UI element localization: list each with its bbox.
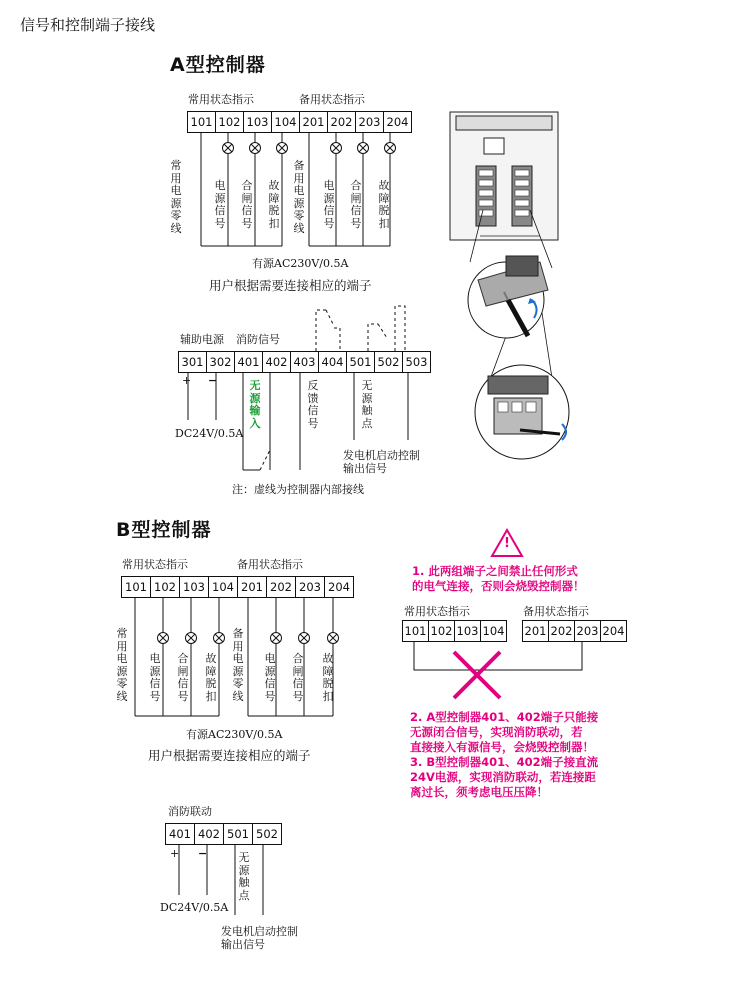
page-title: 信号和控制端子接线 — [20, 16, 156, 34]
warn-group-normal-label: 常用状态指示 — [404, 605, 470, 618]
terminal-101: 101 — [122, 577, 151, 597]
warning-2-line1: 2. A型控制器401、402端子只能接 — [410, 710, 599, 724]
a-source-note: 有源AC230V/0.5A — [252, 257, 349, 270]
terminal-302: 302 — [207, 352, 235, 372]
lamp-icon — [250, 143, 261, 154]
a-label-normal-power: 电源信号 — [214, 179, 226, 230]
a-label-normal-trip: 故障脱扣 — [268, 179, 280, 230]
b-fire-link-label: 消防联动 — [168, 805, 212, 818]
forbidden-cross-icon — [454, 652, 500, 698]
a-gen-output-label: 输出信号 — [343, 462, 387, 475]
a-label-backup-close: 合闸信号 — [350, 179, 362, 230]
b-source-note: 有源AC230V/0.5A — [186, 728, 283, 741]
lamp-icon — [271, 633, 282, 644]
a-feedback-label: 反馈信号 — [307, 379, 319, 430]
a-label-backup-trip: 故障脱扣 — [378, 179, 390, 230]
b-minus-sign: − — [198, 847, 208, 860]
terminal-301: 301 — [179, 352, 207, 372]
a-fire-signal-label: 消防信号 — [236, 333, 280, 346]
warning-2-line3: 直接接入有源信号，会烧毁控制器！ — [410, 740, 594, 754]
lamp-icon — [358, 143, 369, 154]
b-group-backup-label: 备用状态指示 — [237, 558, 303, 571]
a-dry-contact-label: 无源触点 — [361, 379, 373, 430]
terminal-104: 104 — [482, 624, 505, 638]
a-dc-note: DC24V/0.5A — [175, 427, 244, 440]
warning-3-line3: 离过长，须考虑电压压降！ — [410, 785, 548, 799]
terminal-101: 101 — [403, 621, 429, 641]
a-label-normal-neutral: 常用电源零线 — [170, 159, 182, 235]
terminal-502: 502 — [375, 352, 403, 372]
terminal-401: 401 — [166, 824, 195, 844]
a-group-normal-label: 常用状态指示 — [188, 93, 254, 106]
lamp-icon — [328, 633, 339, 644]
b-label-normal-power: 电源信号 — [149, 652, 161, 703]
terminal-201: 201 — [523, 621, 549, 641]
terminal-402: 402 — [195, 824, 224, 844]
terminal-402: 402 — [263, 352, 291, 372]
a-type-title: A型控制器 — [170, 54, 266, 76]
a-minus-sign: − — [208, 374, 218, 387]
terminal-103: 103 — [455, 621, 481, 641]
b-plus-sign: + — [170, 847, 180, 860]
lamp-icon — [186, 633, 197, 644]
a-plus-sign: + — [182, 374, 192, 387]
a-aux-power-label: 辅助电源 — [180, 333, 224, 346]
b-label-normal-trip: 故障脱扣 — [205, 652, 217, 703]
a-dashed-note: 注：虚线为控制器内部接线 — [232, 483, 364, 496]
terminal-104: 104 — [272, 112, 300, 132]
a-gen-start-label: 发电机启动控制 — [343, 449, 420, 462]
terminal-401: 401 — [235, 352, 263, 372]
b-label-normal-neutral: 常用电源零线 — [116, 627, 128, 703]
terminal-201: 201 — [300, 112, 328, 132]
b-gen-output-label: 输出信号 — [221, 938, 265, 951]
warn-group-backup-label: 备用状态指示 — [523, 605, 589, 618]
terminal-201: 201 — [238, 577, 267, 597]
b-label-backup-power: 电源信号 — [264, 652, 276, 703]
terminal-102: 102 — [429, 621, 455, 641]
terminal-204: 204 — [386, 115, 409, 129]
b-connect-note: 用户根据需要连接相应的端子 — [148, 748, 311, 763]
terminal-502: 502 — [256, 827, 278, 841]
b-label-backup-neutral: 备用电源零线 — [232, 627, 244, 703]
warning-1-line1: 1. 此两组端子之间禁止任何形式 — [412, 564, 578, 578]
b-dry-contact-label: 无源触点 — [238, 851, 250, 902]
terminal-103: 103 — [180, 577, 209, 597]
lamp-icon — [331, 143, 342, 154]
b-label-normal-close: 合闸信号 — [177, 652, 189, 703]
terminal-403: 403 — [291, 352, 319, 372]
a-group-backup-label: 备用状态指示 — [299, 93, 365, 106]
b-dc-note: DC24V/0.5A — [160, 901, 229, 914]
terminal-102: 102 — [216, 112, 244, 132]
terminal-503: 503 — [405, 355, 428, 369]
terminal-202: 202 — [549, 621, 575, 641]
terminal-203: 203 — [296, 577, 325, 597]
warning-3-line1: 3. B型控制器401、402端子接直流 — [410, 755, 599, 769]
lamp-icon — [277, 143, 288, 154]
terminal-501: 501 — [224, 824, 253, 844]
terminal-404: 404 — [319, 352, 347, 372]
b-gen-start-label: 发电机启动控制 — [221, 925, 298, 938]
warning-exclamation: ! — [504, 536, 510, 551]
lamp-icon — [299, 633, 310, 644]
screwdriver-detail-illustration — [468, 256, 548, 338]
terminal-202: 202 — [267, 577, 296, 597]
terminal-204: 204 — [602, 624, 625, 638]
warning-3-line2: 24V电源，实现消防联动，若连接距 — [410, 770, 596, 784]
lamp-icon — [223, 143, 234, 154]
terminal-102: 102 — [151, 577, 180, 597]
terminal-203: 203 — [356, 112, 384, 132]
warning-2-line2: 无源闭合信号，实现消防联动，若 — [410, 725, 583, 739]
a-label-normal-close: 合闸信号 — [241, 179, 253, 230]
terminal-202: 202 — [328, 112, 356, 132]
b-type-title: B型控制器 — [116, 519, 212, 541]
a-connect-note: 用户根据需要连接相应的端子 — [209, 278, 372, 293]
terminal-101: 101 — [188, 112, 216, 132]
terminal-203: 203 — [575, 621, 601, 641]
a-label-backup-neutral: 备用电源零线 — [293, 159, 305, 235]
terminal-204: 204 — [328, 580, 350, 594]
b-label-backup-trip: 故障脱扣 — [322, 652, 334, 703]
a-label-backup-power: 电源信号 — [323, 179, 335, 230]
lamp-icon — [385, 143, 396, 154]
a-passive-input-label: 无源输入 — [249, 379, 261, 430]
b-group-normal-label: 常用状态指示 — [122, 558, 188, 571]
warning-1-line2: 的电气连接，否则会烧毁控制器！ — [412, 579, 585, 593]
terminal-104: 104 — [209, 577, 238, 597]
lamp-icon — [158, 633, 169, 644]
controller-device-illustration — [450, 112, 558, 240]
lamp-icon — [214, 633, 225, 644]
terminal-detail-illustration — [475, 365, 569, 459]
terminal-501: 501 — [347, 352, 375, 372]
b-label-backup-close: 合闸信号 — [292, 652, 304, 703]
terminal-103: 103 — [244, 112, 272, 132]
